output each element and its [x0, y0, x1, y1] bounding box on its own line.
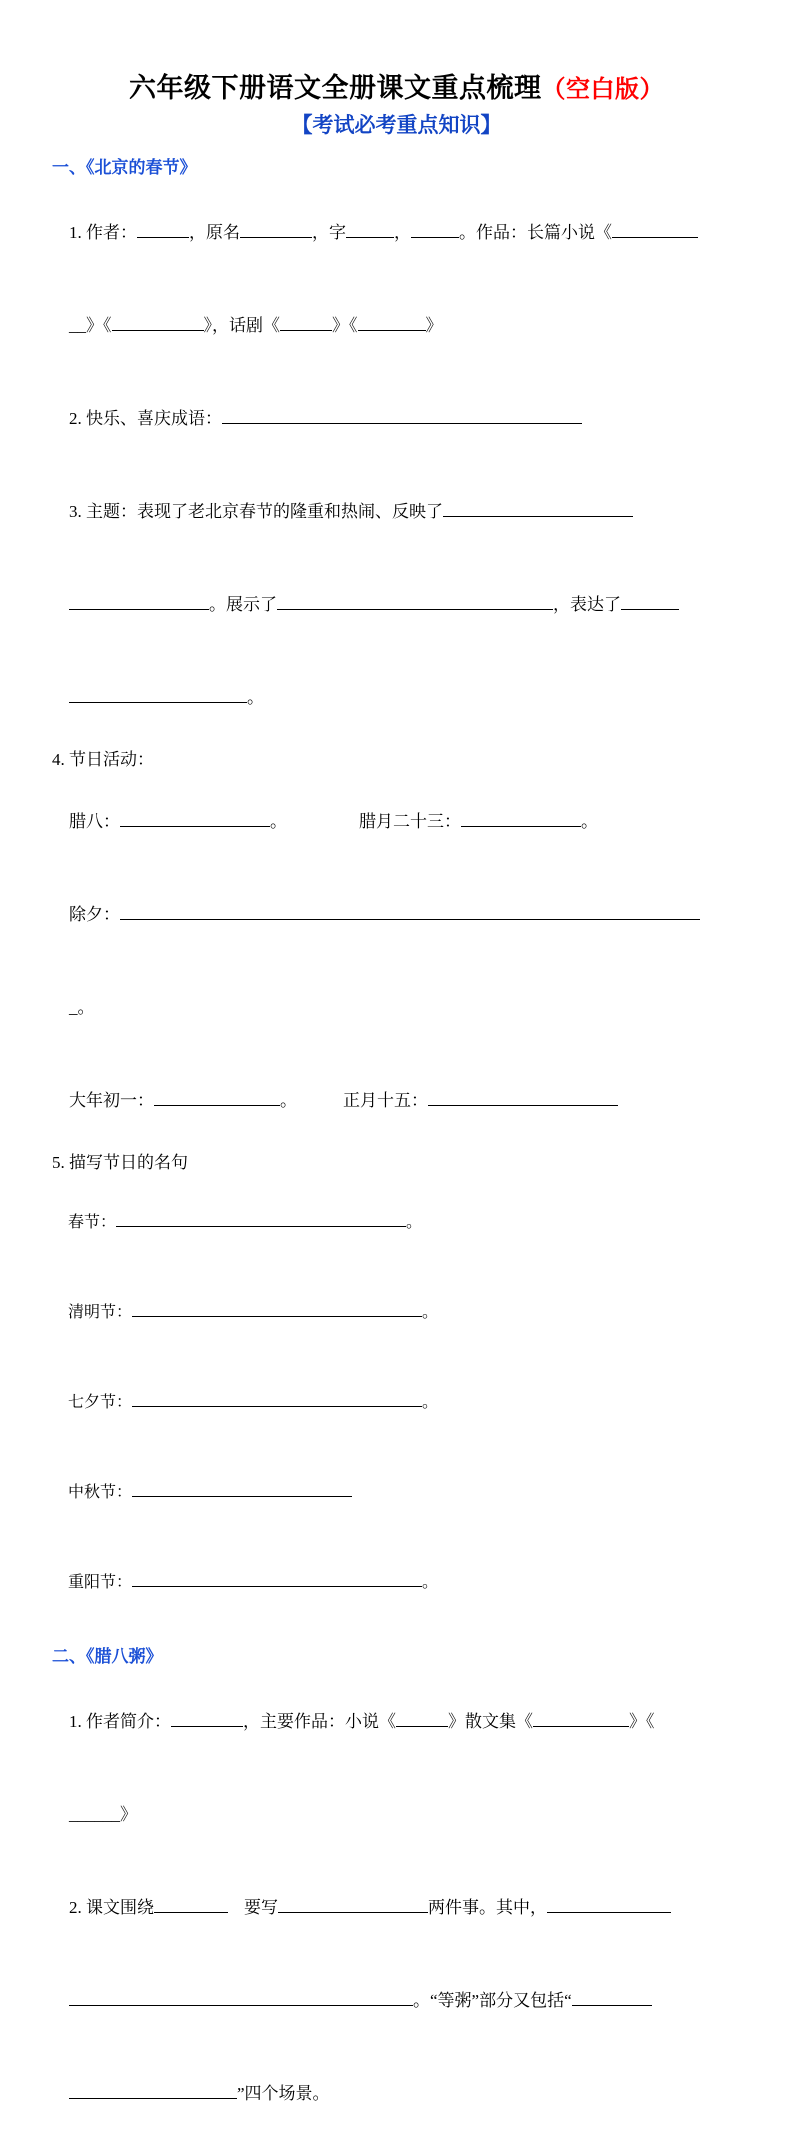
blank [132, 1298, 422, 1317]
line-idiom-text: 2. 快乐、喜庆成语： [69, 409, 222, 428]
line-author-tail3: ， [394, 223, 411, 242]
line-author-text: 1. 作者： [69, 223, 137, 242]
line-chuxi-label: 除夕： [69, 905, 120, 924]
line-chuyi [52, 1054, 741, 1147]
line-chuxi [52, 868, 741, 961]
line-chuyi-tail: 。 [280, 1091, 297, 1110]
line-chunjie [52, 1178, 741, 1268]
line-qixi [52, 1358, 741, 1448]
blank [428, 1087, 618, 1106]
line-qixi-label: 七夕节： [68, 1394, 133, 1411]
line-lesson-around-tail1: 要写 [244, 1898, 278, 1917]
blank [69, 2080, 237, 2099]
line-author [52, 186, 741, 279]
blank [154, 1894, 228, 1913]
blank [277, 591, 553, 610]
line-author2-tail3: 》《 [629, 1712, 655, 1731]
blank [278, 1894, 428, 1913]
blank [69, 1987, 413, 2006]
line-author2-cont-text: ______》 [69, 1805, 137, 1824]
line-author2-text: 1. 作者简介： [69, 1712, 171, 1731]
line-lesson-around-text: 2. 课文围绕 [69, 1898, 154, 1917]
blank [132, 1568, 422, 1587]
blank [411, 219, 459, 238]
line-author2 [52, 1675, 741, 1768]
line-author-tail4: 。作品：长篇小说《 [459, 223, 612, 242]
line-lesson-around-cont2 [52, 2047, 741, 2140]
line-idiom [52, 372, 741, 465]
blank [137, 219, 189, 238]
line-chuxi-cont [52, 961, 741, 1054]
blank [116, 1208, 406, 1227]
blank [612, 219, 698, 238]
blank [547, 1894, 671, 1913]
line-activities-title: 4. 节日活动： [52, 750, 154, 769]
blank [69, 684, 247, 703]
line-lesson-around-cont-text: 。“等粥”部分又包括“ [413, 1991, 572, 2010]
page-title-red: （空白版） [541, 77, 664, 103]
line-author-cont-text: __》《 [69, 316, 112, 335]
line-chuyi-label: 大年初一： [69, 1091, 154, 1110]
blank [171, 1708, 243, 1727]
line-author2-cont [52, 1768, 741, 1861]
line-theme-cont [52, 558, 741, 651]
line-yuanxiao-label: 正月十五： [343, 1091, 428, 1110]
line-labaxi [52, 775, 741, 868]
line-theme-text: 3. 主题：表现了老北京春节的隆重和热闹、反映了 [69, 502, 443, 521]
line-zhongqiu [52, 1448, 741, 1538]
line-labaxi-label: 腊八： [69, 812, 120, 831]
blank [396, 1708, 448, 1727]
page-title [52, 66, 741, 105]
line-author-cont-tail2: 》《 [332, 316, 358, 335]
blank [280, 312, 332, 331]
line-theme-cont2-text: 。 [247, 688, 264, 707]
blank [112, 312, 204, 331]
line-chuxi-cont-text: _。 [69, 998, 95, 1017]
line-author-cont-tail1: 》，话剧《 [203, 316, 280, 335]
blank [69, 591, 209, 610]
line-lesson-around-cont [52, 1954, 741, 2047]
line-laba23-label: 腊月二十三： [359, 812, 461, 831]
blank [621, 591, 679, 610]
blank [358, 312, 426, 331]
section-heading-2: 二、《腊八粥》 [52, 1647, 163, 1666]
section-heading-1: 一、《北京的春节》 [52, 158, 197, 177]
line-chunjie-label: 春节： [68, 1214, 117, 1231]
line-author-tail1: ，原名 [189, 223, 240, 242]
blank [533, 1708, 629, 1727]
blank [154, 1087, 280, 1106]
line-theme [52, 465, 741, 558]
blank [240, 219, 312, 238]
line-lesson-around-tail2: 两件事。其中， [428, 1898, 547, 1917]
blank [132, 1388, 422, 1407]
line-author-cont [52, 279, 741, 372]
line-qingming [52, 1268, 741, 1358]
line-chongyang-label: 重阳节： [68, 1574, 133, 1591]
line-lesson-around [52, 1861, 741, 1954]
blank [132, 1478, 352, 1497]
page-subtitle: 【考试必考重点知识】 [291, 113, 502, 137]
page-title-black: 六年级下册语文全册课文重点梳理 [129, 73, 542, 103]
blank [461, 808, 581, 827]
blank [120, 901, 700, 920]
line-chunjie-tail: 。 [406, 1214, 423, 1231]
line-author2-tail2: 》散文集《 [448, 1712, 533, 1731]
line-qingming-label: 清明节： [68, 1304, 133, 1321]
line-famous-title: 5. 描写节日的名句 [52, 1153, 188, 1172]
blank [346, 219, 394, 238]
line-theme-cont-tail: ，表达了 [553, 595, 621, 614]
blank [222, 405, 582, 424]
blank [120, 808, 270, 827]
line-theme-cont2 [52, 651, 741, 744]
line-chongyang-tail: 。 [422, 1574, 439, 1591]
line-labaxi-tail: 。 [270, 812, 287, 831]
line-chongyang [52, 1538, 741, 1628]
line-author2-tail1: ，主要作品：小说《 [243, 1712, 396, 1731]
line-qixi-tail: 。 [422, 1394, 439, 1411]
line-zhongqiu-label: 中秋节： [68, 1484, 133, 1501]
line-laba23-tail: 。 [581, 812, 598, 831]
blank [443, 498, 633, 517]
line-author-tail2: ，字 [312, 223, 346, 242]
line-lesson-around-cont2-text: ”四个场景。 [237, 2084, 330, 2103]
blank [572, 1987, 652, 2006]
line-qingming-tail: 。 [422, 1304, 439, 1321]
line-theme-cont-text: 。展示了 [209, 595, 277, 614]
line-author-cont-tail3: 》 [425, 316, 443, 335]
